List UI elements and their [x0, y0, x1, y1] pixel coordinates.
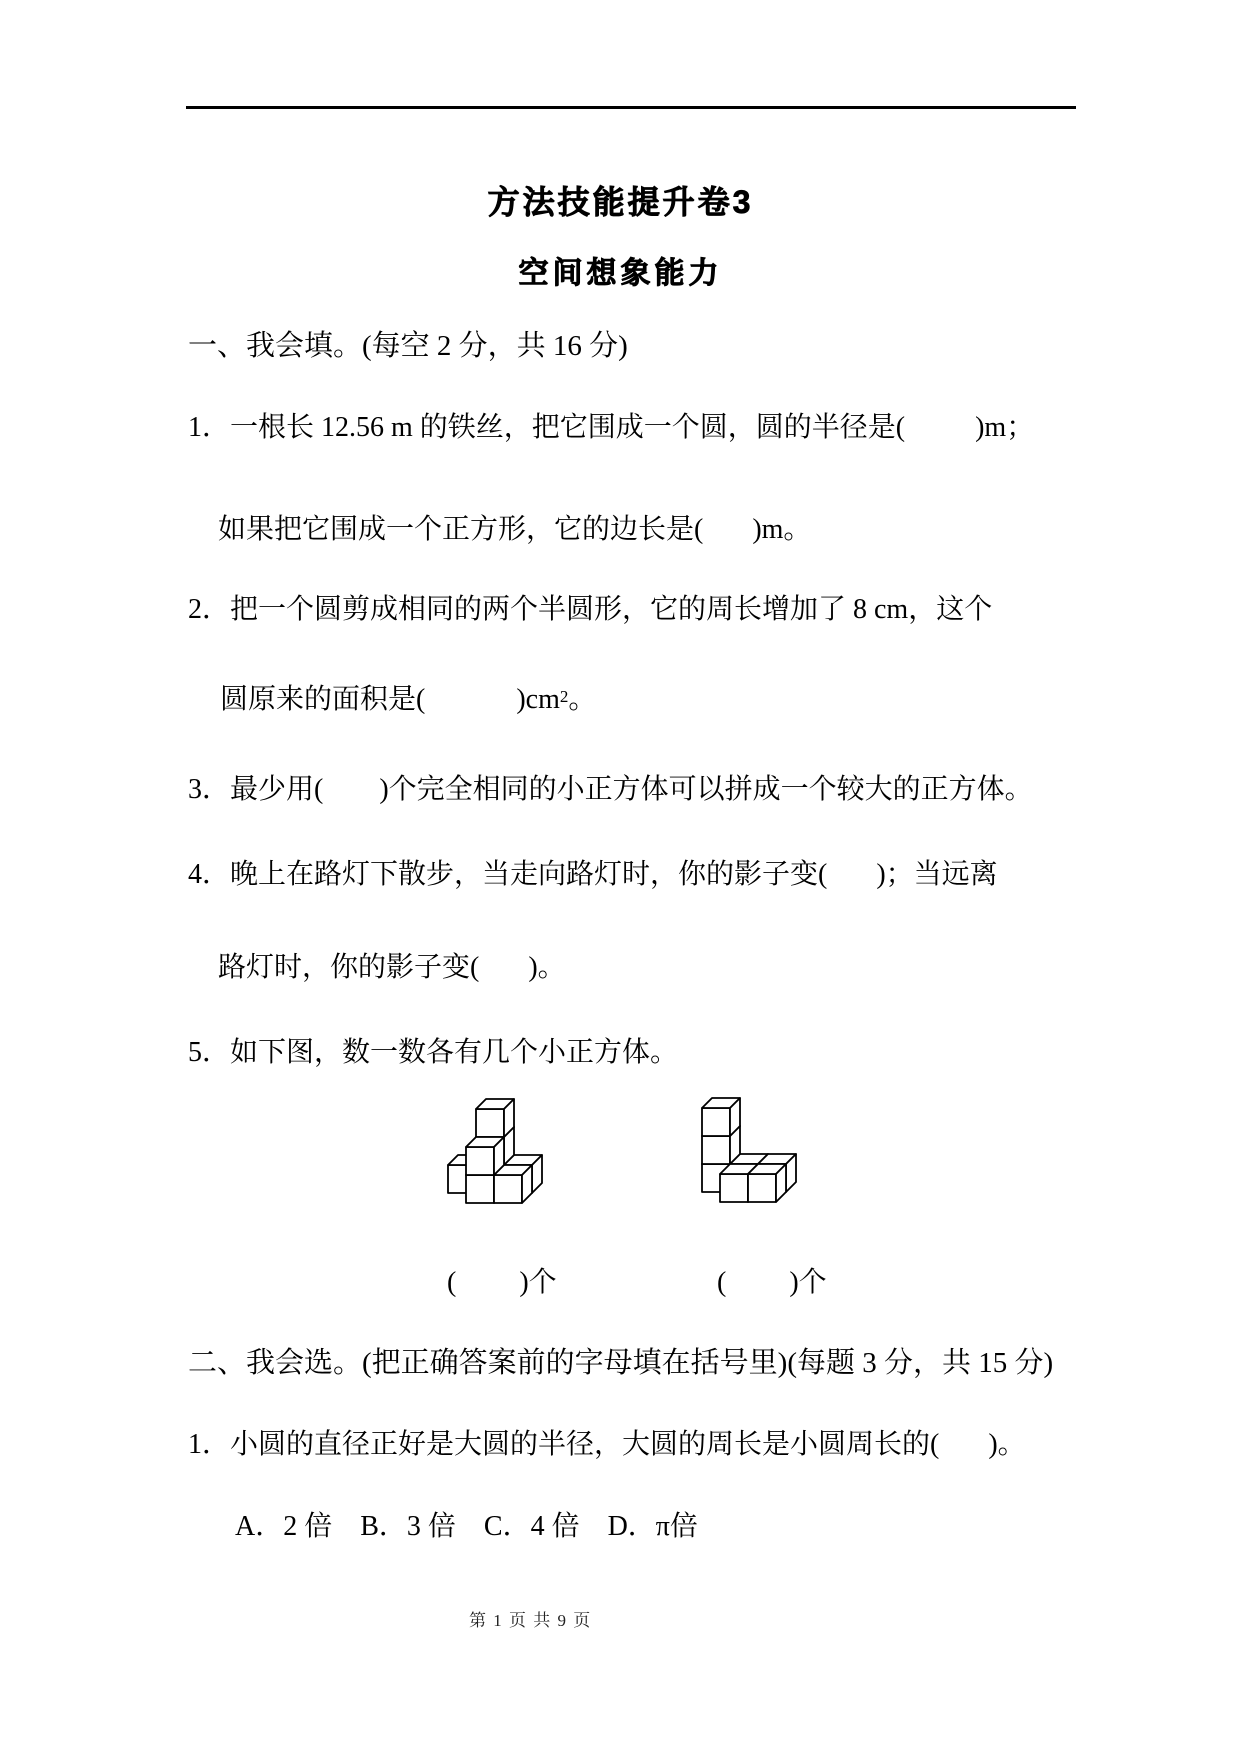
question-1-line-2: 如果把它围成一个正方形，它的边长是( )m。 — [218, 514, 812, 545]
question-2-line-2-period: 。 — [568, 684, 597, 715]
section-1-heading: 一、我会填。(每空 2 分，共 16 分) — [188, 330, 628, 362]
superscript-2: 2 — [559, 687, 569, 706]
page-number: 第 1 页 共 9 页 — [469, 1611, 592, 1630]
page-subtitle: 空间想象能力 — [518, 256, 723, 290]
question-4-line-2: 路灯时，你的影子变( )。 — [218, 952, 566, 983]
page-title: 方法技能提升卷3 — [487, 184, 754, 221]
section-2-heading: 二、我会选。(把正确答案前的字母填在括号里)(每题 3 分，共 15 分) — [188, 1347, 1054, 1379]
cube-figure-2-drawing — [698, 1096, 800, 1208]
section-2-question-1: 1．小圆的直径正好是大圆的半径，大圆的周长是小圆周长的( )。 — [188, 1429, 1026, 1460]
cube-figure-1 — [446, 1096, 548, 1208]
question-2-line-1: 2．把一个圆剪成相同的两个半圆形，它的周长增加了 8 cm，这个 — [188, 594, 993, 625]
question-2-line-2 — [220, 680, 596, 720]
question-4-line-1: 4．晚上在路灯下散步，当走向路灯时，你的影子变( )；当远离 — [188, 859, 998, 890]
cube-figure-2 — [698, 1096, 800, 1208]
question-3: 3．最少用( )个完全相同的小正方体可以拼成一个较大的正方体。 — [188, 774, 1033, 805]
question-5: 5．如下图，数一数各有几个小正方体。 — [188, 1037, 679, 1068]
question-1-line-1: 1．一根长 12.56 m 的铁丝，把它围成一个圆，圆的半径是( )m； — [188, 412, 1035, 443]
question-2-line-2-text: 圆原来的面积是( )cm — [220, 684, 560, 715]
cube-figure-1-drawing — [446, 1096, 548, 1208]
figure-2-answer-blank: ( )个 — [717, 1267, 827, 1298]
section-2-question-1-options: A．2 倍 B．3 倍 C．4 倍 D．π倍 — [235, 1511, 698, 1542]
figure-1-answer-blank: ( )个 — [447, 1267, 557, 1298]
header-rule — [186, 106, 1076, 109]
